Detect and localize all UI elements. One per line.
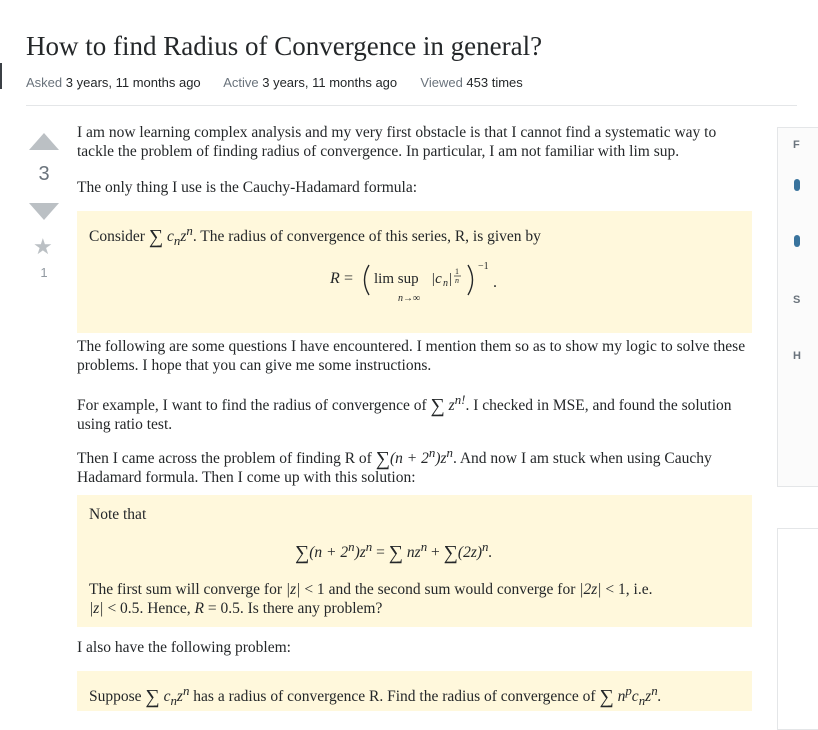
quote-text: Consider <box>89 228 145 246</box>
upvote-arrow-icon[interactable] <box>29 133 59 150</box>
asked-label: Asked <box>26 75 63 90</box>
blockquote-line: Consider ∑ $c_nz^n$. The radius of convergence of this series, R, is given by <box>89 223 541 249</box>
sidebar-link-icon[interactable] <box>794 179 800 191</box>
quote-note: Note that <box>89 506 147 523</box>
title-divider <box>26 105 797 106</box>
svg-text:|c: |c <box>431 271 442 287</box>
blockquote-problem <box>77 671 752 711</box>
sidebar-widget-featured <box>777 127 818 487</box>
quote-text: . The radius of convergence of this series, R, is given by <box>192 228 541 246</box>
favorite-count: 1 <box>40 265 48 280</box>
sidebar-link-icon[interactable] <box>794 235 800 247</box>
body-paragraph-6: I also have the following problem: <box>77 639 291 656</box>
sidebar-widget-heading: S <box>793 294 801 306</box>
quote-line-1: The first sum will converge for |z| < 1 and the second sum would converge for |2z| < 1, i.e. <box>89 581 653 598</box>
viewed-value: 453 times <box>466 75 523 90</box>
body-paragraph-1: I am now learning complex analysis and my very first obstacle is that I cannot find a systematic way to tackle the problem of finding radius of convergence. In particular, I am not familiar with lim sup. <box>77 124 717 160</box>
svg-text:n→∞: n→∞ <box>398 293 421 304</box>
svg-text:=: = <box>344 270 354 287</box>
active-value[interactable]: 3 years, 11 months ago <box>262 75 398 90</box>
sum-split-formula: $\sum(n + 2^n)z^n$ = ∑ $nz^n + \sum(2z)^n$. <box>295 539 493 565</box>
question-title[interactable]: How to find Radius of Convergence in general? <box>26 31 543 61</box>
svg-text:1: 1 <box>455 267 459 276</box>
quote-line-2: |z| < 0.5. Hence, R = 0.5. Is there any problem? <box>89 600 383 617</box>
paragraph-text: . And now I am stuck when using Cauchy Hadamard formula. Then I come up with this solution: <box>77 450 712 487</box>
sidebar-widget-heading: H <box>793 350 801 362</box>
sidebar-widget-related <box>777 528 818 730</box>
active-label: Active <box>223 75 259 90</box>
formula-graphic <box>330 263 510 313</box>
downvote-arrow-icon[interactable] <box>29 203 59 220</box>
svg-text:R: R <box>330 270 340 287</box>
svg-text:n: n <box>455 276 459 285</box>
svg-text:n: n <box>443 278 448 289</box>
blockquote-solution <box>77 495 752 627</box>
paragraph-text: For example, I want to find the radius of convergence of <box>77 397 427 415</box>
cauchy-hadamard-formula <box>330 263 510 318</box>
body-paragraph-2: The only thing I use is the Cauchy-Hadamard formula: <box>77 179 418 196</box>
body-paragraph-3: The following are some questions I have encountered. I mention them so as to show my logic to solve these problems. I hope that you can give me some instructions. <box>77 338 746 374</box>
paragraph-text: Then I came across the problem of finding R of <box>77 450 372 468</box>
svg-text:lim sup: lim sup <box>374 271 419 287</box>
sidebar-widget-heading: F <box>793 139 800 151</box>
vote-count: 3 <box>38 163 50 185</box>
blockquote-line: Suppose ∑ $c_nz^n$ has a radius of convergence R. Find the radius of convergence of ∑ $n^pc_nz^n$. <box>89 683 662 709</box>
favorite-star-icon[interactable]: ★ <box>33 234 53 259</box>
body-paragraph-5: Then I came across the problem of finding R of $\sum(n + 2^n)z^n$. And now I am stuck when using Cauchy Hadamard formula. Then I come up with this solution: <box>77 445 712 487</box>
svg-text:.: . <box>493 274 497 291</box>
page-left-accent <box>0 63 2 89</box>
question-meta <box>26 75 523 90</box>
asked-value[interactable]: 3 years, 11 months ago <box>65 75 201 90</box>
viewed-label: Viewed <box>420 75 463 90</box>
svg-text:−1: −1 <box>478 261 489 272</box>
svg-text:|: | <box>449 271 453 287</box>
paragraph-text: . I checked in MSE, and found the solution using ratio test. <box>77 397 732 434</box>
blockquote-cauchy-hadamard <box>77 211 752 333</box>
body-paragraph-4: For example, I want to find the radius of convergence of ∑ $z^{n!}$. I checked in MSE, and found the solution using ratio test. <box>77 392 732 434</box>
